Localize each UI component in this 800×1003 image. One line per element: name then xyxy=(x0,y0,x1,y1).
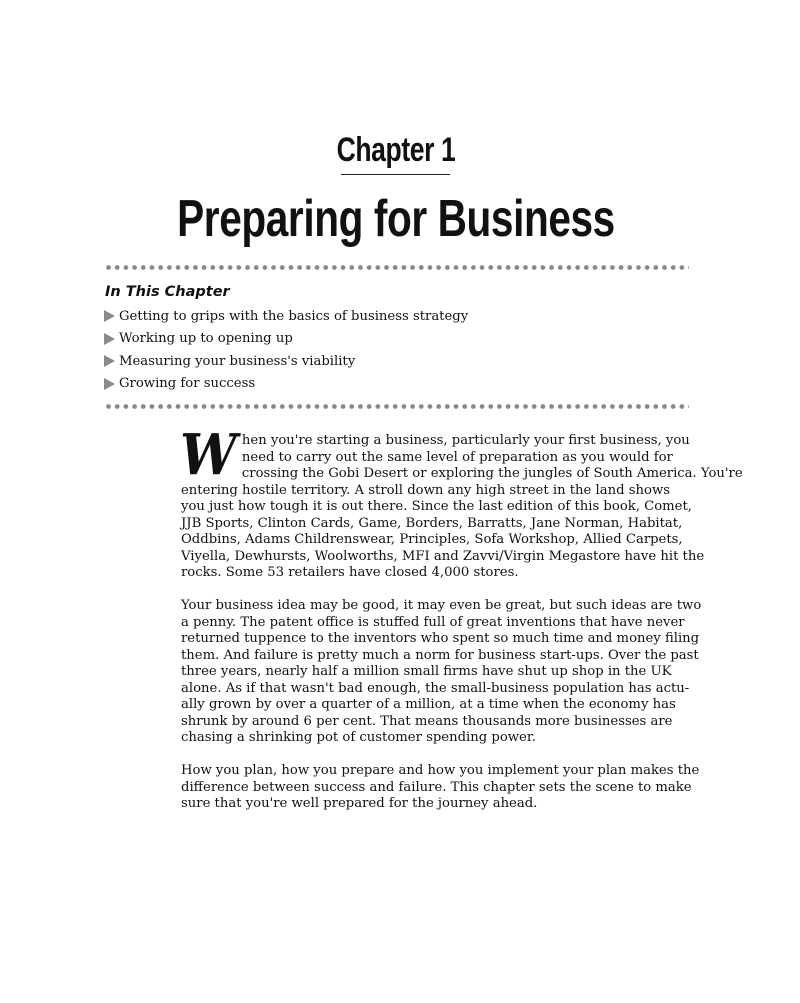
text-line: a penny. The patent office is stuffed full of great inventions that have never xyxy=(181,614,685,630)
triangle-bullet-icon xyxy=(104,333,115,345)
drop-cap: W xyxy=(180,422,237,488)
text-line: shrunk by around 6 per cent. That means thousands more businesses are xyxy=(181,713,673,729)
list-item xyxy=(104,305,468,328)
text-line: crossing the Gobi Desert or exploring the jungles of South America. You're xyxy=(241,466,743,481)
text-line: three years, nearly half a million small firms have shut up shop in the UK xyxy=(181,664,672,679)
text-line: Oddbins, Adams Childrenswear, Principles, Sofa Workshop, Allied Carpets, xyxy=(181,532,683,547)
paragraph xyxy=(181,763,700,813)
in-this-chapter-heading: In This Chapter xyxy=(105,284,230,300)
text-line: alone. As if that wasn't bad enough, the small-business population has actu- xyxy=(181,680,690,696)
list-item-label: Getting to grips with the basics of business strategy xyxy=(119,308,469,324)
text-line: entering hostile territory. A stroll down any high street in the land shows xyxy=(181,482,671,498)
text-line: Your business idea may be good, it may even be great, but such ideas are two xyxy=(181,598,702,613)
dotted-divider-bottom xyxy=(105,403,689,410)
chapter-title: Preparing for Business xyxy=(177,190,615,248)
chapter-label: Chapter 1 xyxy=(336,131,456,169)
triangle-bullet-icon xyxy=(104,355,115,367)
text-line: Viyella, Dewhursts, Woolworths, MFI and Zavvi/Virgin Megastore have hit the xyxy=(181,548,705,564)
paragraph xyxy=(180,422,743,582)
list-item xyxy=(104,328,468,351)
list-item-label: Growing for success xyxy=(119,376,256,392)
list-item xyxy=(104,350,468,373)
dotted-divider-top xyxy=(105,264,689,271)
text-line: returned tuppence to the inventors who spent so much time and money filing xyxy=(181,631,700,646)
text-line: ally grown by over a quarter of a million, at a time when the economy has xyxy=(181,697,676,712)
triangle-bullet-icon xyxy=(104,378,115,390)
body-text xyxy=(180,422,743,829)
text-line: difference between success and failure. This chapter sets the scene to make xyxy=(181,779,692,795)
triangle-bullet-icon xyxy=(104,310,115,322)
text-line: hen you're starting a business, particularly your first business, you xyxy=(241,433,690,448)
text-line: sure that you're well prepared for the journey ahead. xyxy=(181,796,538,811)
text-line: chasing a shrinking pot of customer spending power. xyxy=(181,730,536,745)
text-line: them. And failure is pretty much a norm for business start-ups. Over the past xyxy=(181,647,699,663)
text-line: need to carry out the same level of preparation as you would for xyxy=(241,449,673,465)
text-line: How you plan, how you prepare and how you implement your plan makes the xyxy=(181,763,700,778)
text-line: rocks. Some 53 retailers have closed 4,000 stores. xyxy=(181,565,519,580)
text-line: you just how tough it is out there. Since the last edition of this book, Comet, xyxy=(181,499,692,514)
paragraph xyxy=(181,598,702,747)
chapter-label-underline xyxy=(341,174,450,175)
text-line: JJB Sports, Clinton Cards, Game, Borders, Barratts, Jane Norman, Habitat, xyxy=(181,515,683,531)
list-item-label: Working up to opening up xyxy=(119,331,293,347)
list-item-label: Measuring your business's viability xyxy=(119,353,356,369)
chapter-topics-list xyxy=(104,305,468,395)
list-item xyxy=(104,373,468,396)
